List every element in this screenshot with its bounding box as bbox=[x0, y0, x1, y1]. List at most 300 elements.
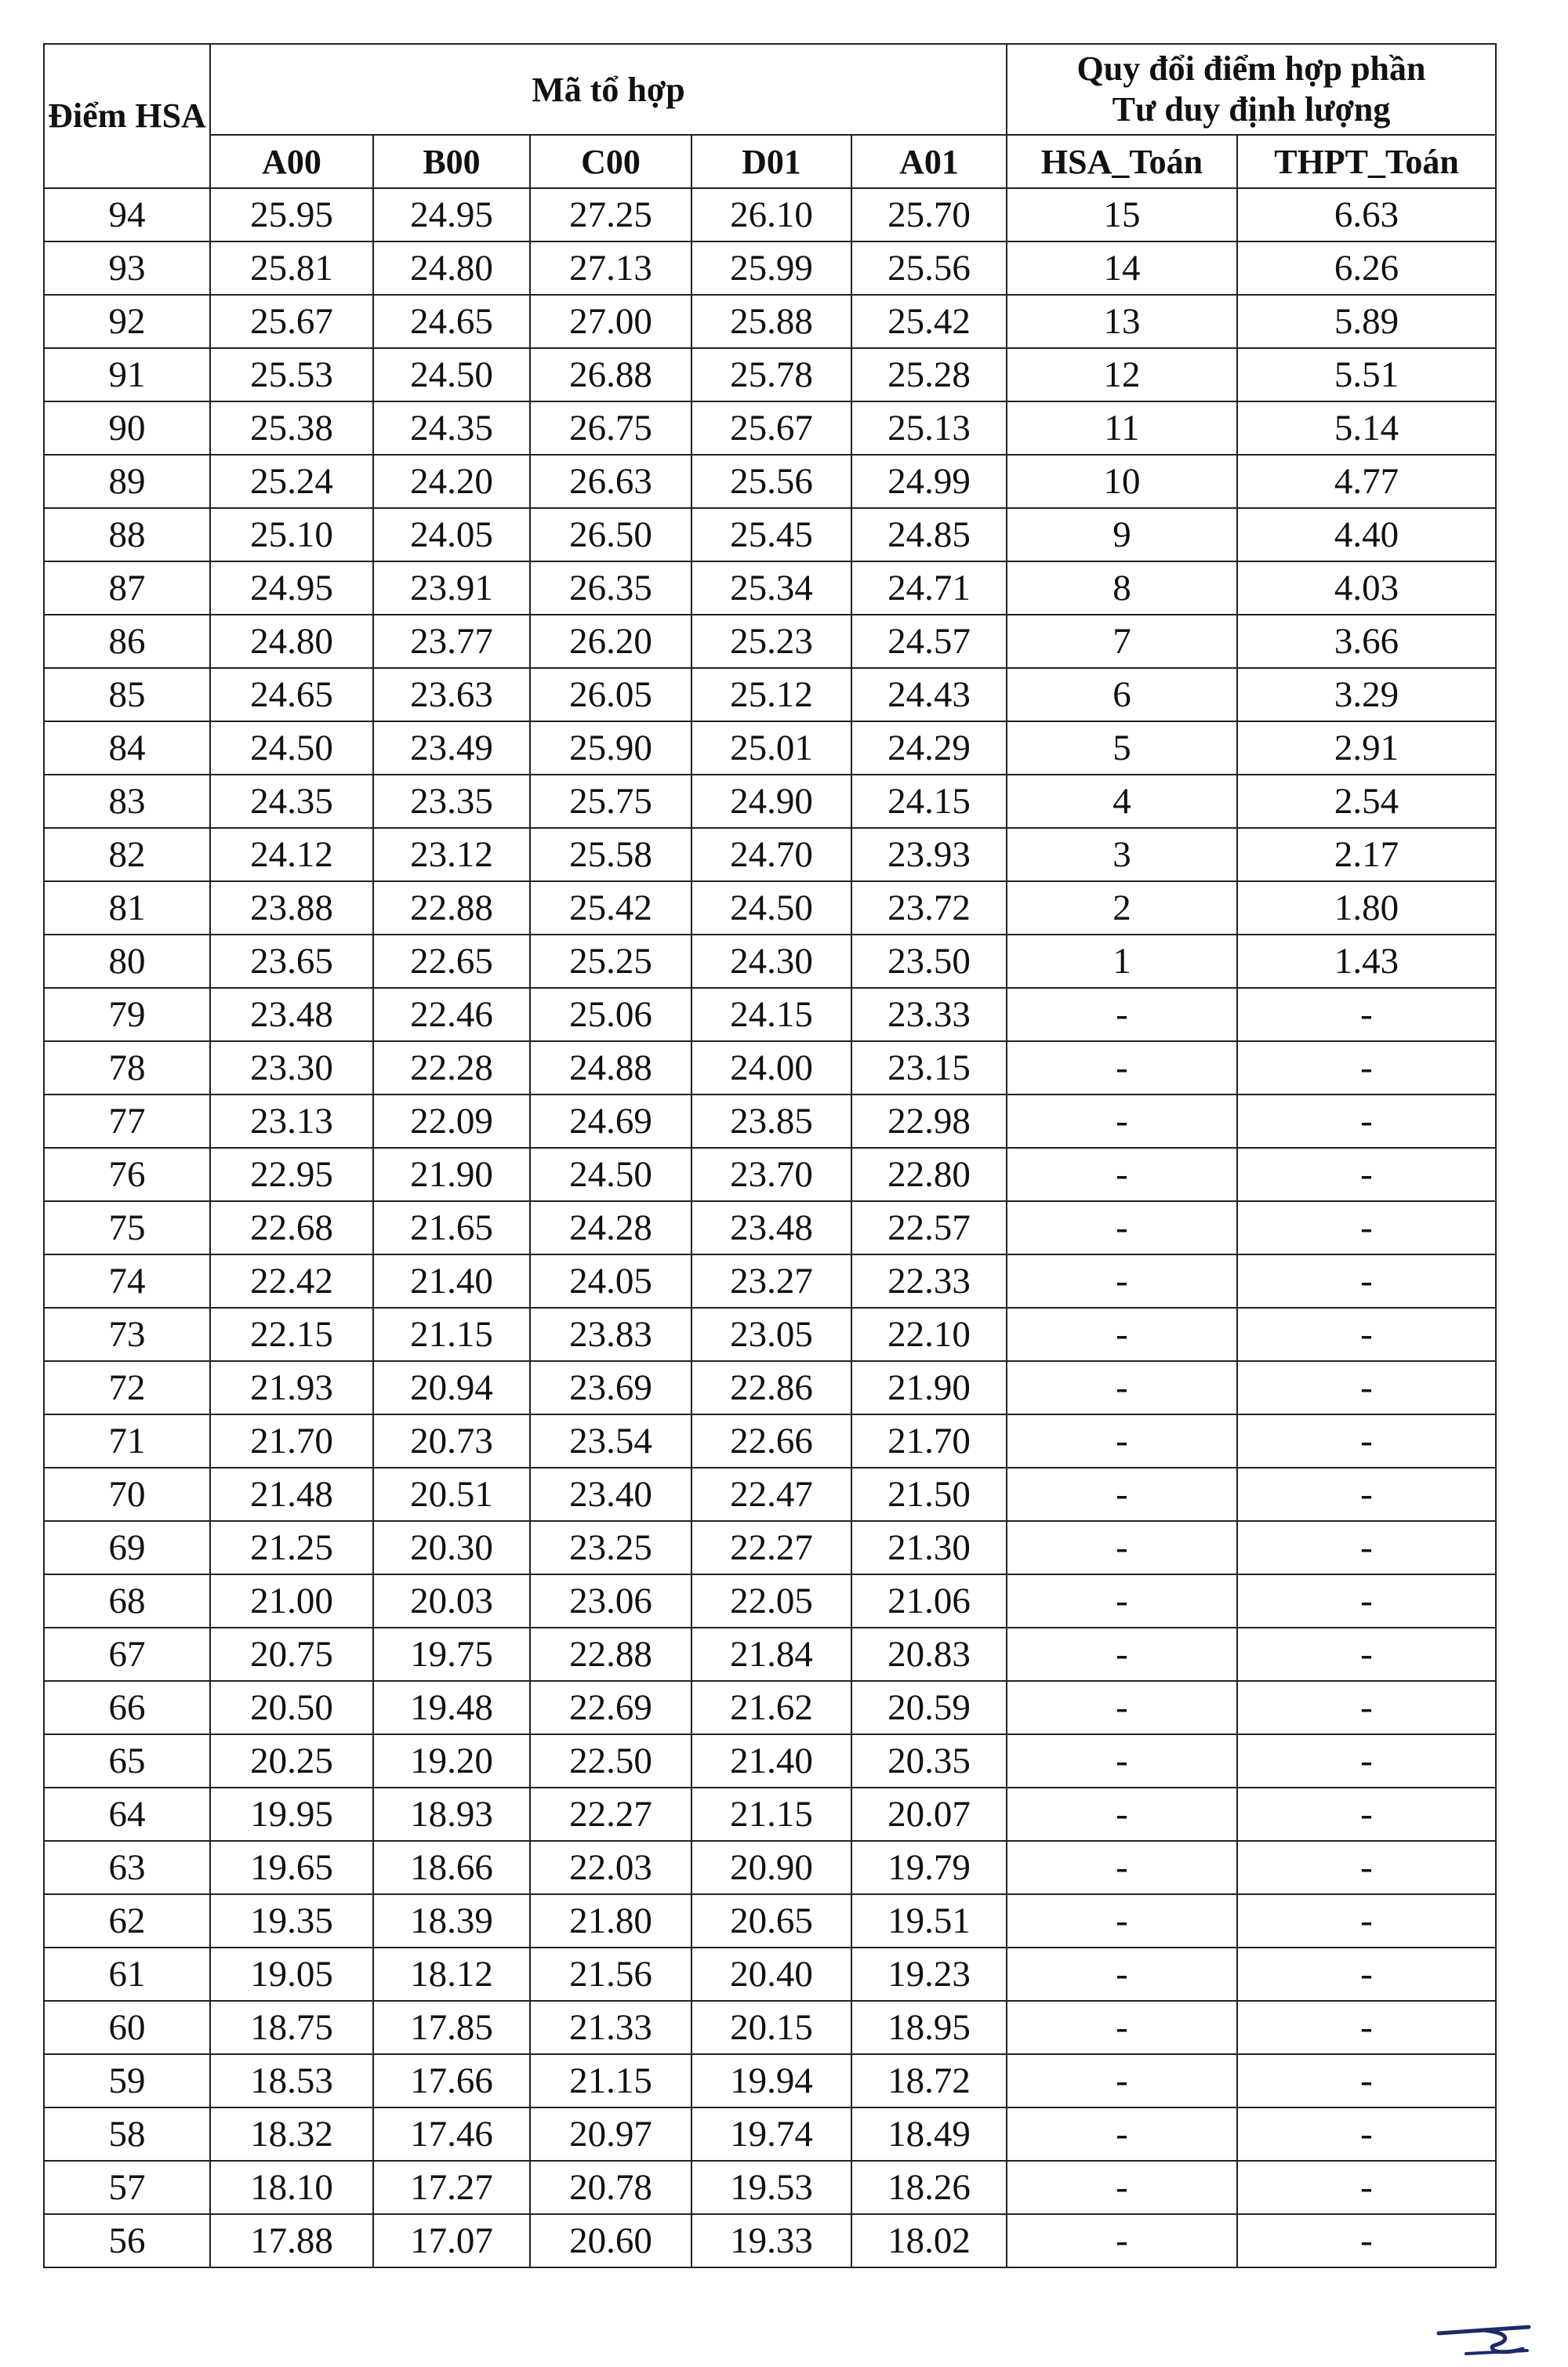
table-cell: 22.09 bbox=[373, 1095, 530, 1148]
table-cell: 9 bbox=[1007, 508, 1237, 561]
table-cell: 20.40 bbox=[691, 1948, 851, 2001]
table-cell: 20.94 bbox=[373, 1361, 530, 1414]
table-cell: 25.67 bbox=[691, 401, 851, 455]
table-cell: 22.03 bbox=[530, 1841, 691, 1894]
table-cell: 18.26 bbox=[851, 2161, 1007, 2214]
table-row bbox=[44, 881, 1496, 935]
table-cell: 20.15 bbox=[691, 2001, 851, 2054]
table-cell: 25.13 bbox=[851, 401, 1007, 455]
table-cell: 22.50 bbox=[530, 1734, 691, 1788]
table-cell: 19.79 bbox=[851, 1841, 1007, 1894]
table-cell: 17.27 bbox=[373, 2161, 530, 2214]
table-cell: - bbox=[1237, 988, 1496, 1041]
table-cell: 2.17 bbox=[1237, 828, 1496, 881]
table-cell: 23.48 bbox=[210, 988, 373, 1041]
table-row bbox=[44, 1628, 1496, 1681]
table-cell: 21.90 bbox=[851, 1361, 1007, 1414]
table-cell: 24.80 bbox=[210, 615, 373, 668]
table-row bbox=[44, 348, 1496, 401]
hsa-score-cell: 90 bbox=[44, 401, 210, 455]
table-cell: 24.43 bbox=[851, 668, 1007, 721]
table-cell: 22.80 bbox=[851, 1148, 1007, 1201]
table-cell: 17.66 bbox=[373, 2054, 530, 2107]
table-cell: 17.07 bbox=[373, 2214, 530, 2267]
table-cell: 25.23 bbox=[691, 615, 851, 668]
table-cell: 6 bbox=[1007, 668, 1237, 721]
table-cell: 22.57 bbox=[851, 1201, 1007, 1254]
table-cell: 24.00 bbox=[691, 1041, 851, 1095]
hsa-score-cell: 60 bbox=[44, 2001, 210, 2054]
table-cell: 21.62 bbox=[691, 1681, 851, 1734]
table-row bbox=[44, 1201, 1496, 1254]
table-cell: 24.80 bbox=[373, 241, 530, 295]
table-cell: - bbox=[1237, 1414, 1496, 1468]
hsa-score-cell: 81 bbox=[44, 881, 210, 935]
column-header: A00 bbox=[210, 135, 373, 188]
table-cell: 19.33 bbox=[691, 2214, 851, 2267]
table-cell: 23.05 bbox=[691, 1308, 851, 1361]
table-cell: 21.70 bbox=[851, 1414, 1007, 1468]
header-quy-doi-line2: Tư duy định lượng bbox=[1112, 90, 1391, 129]
table-cell: - bbox=[1237, 1468, 1496, 1521]
table-cell: 20.97 bbox=[530, 2107, 691, 2161]
table-cell: 26.88 bbox=[530, 348, 691, 401]
table-cell: 25.10 bbox=[210, 508, 373, 561]
table-cell: 22.95 bbox=[210, 1148, 373, 1201]
header-row-top bbox=[44, 44, 1496, 135]
hsa-score-cell: 65 bbox=[44, 1734, 210, 1788]
table-cell: - bbox=[1237, 1521, 1496, 1574]
table-cell: - bbox=[1007, 2001, 1237, 2054]
table-cell: 18.39 bbox=[373, 1894, 530, 1948]
table-cell: - bbox=[1007, 2214, 1237, 2267]
table-cell: 21.33 bbox=[530, 2001, 691, 2054]
table-cell: 23.27 bbox=[691, 1254, 851, 1308]
table-cell: - bbox=[1007, 1948, 1237, 2001]
hsa-score-cell: 88 bbox=[44, 508, 210, 561]
hsa-score-cell: 87 bbox=[44, 561, 210, 615]
hsa-score-cell: 73 bbox=[44, 1308, 210, 1361]
table-cell: 23.72 bbox=[851, 881, 1007, 935]
table-cell: 23.40 bbox=[530, 1468, 691, 1521]
table-cell: 22.27 bbox=[691, 1521, 851, 1574]
table-cell: 4.03 bbox=[1237, 561, 1496, 615]
table-cell: 24.05 bbox=[530, 1254, 691, 1308]
table-body bbox=[44, 188, 1496, 2267]
table-cell: 26.63 bbox=[530, 455, 691, 508]
table-cell: 23.85 bbox=[691, 1095, 851, 1148]
table-cell: 25.53 bbox=[210, 348, 373, 401]
table-cell: 25.75 bbox=[530, 775, 691, 828]
table-cell: 25.24 bbox=[210, 455, 373, 508]
hsa-score-cell: 64 bbox=[44, 1788, 210, 1841]
table-cell: - bbox=[1237, 1361, 1496, 1414]
table-cell: - bbox=[1007, 1628, 1237, 1681]
table-row bbox=[44, 2214, 1496, 2267]
table-cell: 23.33 bbox=[851, 988, 1007, 1041]
table-cell: 21.40 bbox=[373, 1254, 530, 1308]
hsa-score-cell: 66 bbox=[44, 1681, 210, 1734]
table-cell: 19.23 bbox=[851, 1948, 1007, 2001]
hsa-score-cell: 76 bbox=[44, 1148, 210, 1201]
table-cell: 17.46 bbox=[373, 2107, 530, 2161]
table-cell: 22.42 bbox=[210, 1254, 373, 1308]
hsa-score-cell: 62 bbox=[44, 1894, 210, 1948]
hsa-score-cell: 69 bbox=[44, 1521, 210, 1574]
table-cell: 24.15 bbox=[851, 775, 1007, 828]
table-cell: 24.90 bbox=[691, 775, 851, 828]
table-cell: - bbox=[1007, 1574, 1237, 1628]
table-cell: 24.35 bbox=[373, 401, 530, 455]
table-cell: - bbox=[1237, 2214, 1496, 2267]
hsa-score-cell: 77 bbox=[44, 1095, 210, 1148]
table-cell: 23.93 bbox=[851, 828, 1007, 881]
table-cell: 25.25 bbox=[530, 935, 691, 988]
table-cell: 24.69 bbox=[530, 1095, 691, 1148]
table-row bbox=[44, 2107, 1496, 2161]
table-cell: 3 bbox=[1007, 828, 1237, 881]
table-row bbox=[44, 188, 1496, 241]
table-cell: 24.99 bbox=[851, 455, 1007, 508]
table-row bbox=[44, 508, 1496, 561]
table-cell: 22.86 bbox=[691, 1361, 851, 1414]
table-cell: 21.84 bbox=[691, 1628, 851, 1681]
table-cell: 25.58 bbox=[530, 828, 691, 881]
table-row bbox=[44, 1574, 1496, 1628]
column-header: A01 bbox=[851, 135, 1007, 188]
table-cell: 24.85 bbox=[851, 508, 1007, 561]
table-cell: 23.83 bbox=[530, 1308, 691, 1361]
table-cell: 23.49 bbox=[373, 721, 530, 775]
column-header: B00 bbox=[373, 135, 530, 188]
table-cell: 25.81 bbox=[210, 241, 373, 295]
table-cell: 4.40 bbox=[1237, 508, 1496, 561]
table-cell: 22.98 bbox=[851, 1095, 1007, 1148]
table-cell: 19.94 bbox=[691, 2054, 851, 2107]
hsa-score-cell: 91 bbox=[44, 348, 210, 401]
hsa-score-cell: 82 bbox=[44, 828, 210, 881]
table-cell: 21.56 bbox=[530, 1948, 691, 2001]
table-cell: 20.03 bbox=[373, 1574, 530, 1628]
table-cell: 19.65 bbox=[210, 1841, 373, 1894]
table-cell: - bbox=[1007, 2054, 1237, 2107]
table-cell: 27.13 bbox=[530, 241, 691, 295]
table-cell: 22.46 bbox=[373, 988, 530, 1041]
table-cell: 24.88 bbox=[530, 1041, 691, 1095]
table-cell: 20.50 bbox=[210, 1681, 373, 1734]
table-cell: - bbox=[1237, 1041, 1496, 1095]
column-header: D01 bbox=[691, 135, 851, 188]
table-cell: 24.71 bbox=[851, 561, 1007, 615]
table-cell: 18.32 bbox=[210, 2107, 373, 2161]
table-cell: 20.65 bbox=[691, 1894, 851, 1948]
table-cell: 20.83 bbox=[851, 1628, 1007, 1681]
hsa-score-cell: 84 bbox=[44, 721, 210, 775]
table-cell: 25.45 bbox=[691, 508, 851, 561]
table-cell: 24.35 bbox=[210, 775, 373, 828]
table-cell: - bbox=[1007, 1041, 1237, 1095]
table-cell: 21.15 bbox=[530, 2054, 691, 2107]
score-conversion-table bbox=[43, 43, 1497, 2268]
table-cell: 22.28 bbox=[373, 1041, 530, 1095]
table-cell: 24.57 bbox=[851, 615, 1007, 668]
table-cell: 5.51 bbox=[1237, 348, 1496, 401]
table-row bbox=[44, 1361, 1496, 1414]
table-cell: 8 bbox=[1007, 561, 1237, 615]
hsa-score-cell: 85 bbox=[44, 668, 210, 721]
table-cell: 23.13 bbox=[210, 1095, 373, 1148]
table-cell: - bbox=[1237, 2001, 1496, 2054]
table-cell: 25.70 bbox=[851, 188, 1007, 241]
table-cell: - bbox=[1007, 1201, 1237, 1254]
table-cell: 3.66 bbox=[1237, 615, 1496, 668]
table-cell: - bbox=[1237, 1254, 1496, 1308]
table-row bbox=[44, 1254, 1496, 1308]
signature-mark bbox=[1435, 2311, 1537, 2358]
table-cell: 22.05 bbox=[691, 1574, 851, 1628]
table-cell: 25.42 bbox=[530, 881, 691, 935]
table-cell: 21.93 bbox=[210, 1361, 373, 1414]
table-cell: 17.88 bbox=[210, 2214, 373, 2267]
hsa-score-cell: 74 bbox=[44, 1254, 210, 1308]
table-cell: 18.72 bbox=[851, 2054, 1007, 2107]
table-cell: 19.20 bbox=[373, 1734, 530, 1788]
table-row bbox=[44, 828, 1496, 881]
table-cell: 25.12 bbox=[691, 668, 851, 721]
table-cell: 2 bbox=[1007, 881, 1237, 935]
table-cell: - bbox=[1007, 2107, 1237, 2161]
hsa-score-cell: 71 bbox=[44, 1414, 210, 1468]
table-cell: - bbox=[1237, 1201, 1496, 1254]
table-cell: - bbox=[1237, 1841, 1496, 1894]
hsa-score-cell: 94 bbox=[44, 188, 210, 241]
table-row bbox=[44, 935, 1496, 988]
table-cell: 20.25 bbox=[210, 1734, 373, 1788]
table-row bbox=[44, 1521, 1496, 1574]
table-cell: 27.25 bbox=[530, 188, 691, 241]
table-cell: 22.27 bbox=[530, 1788, 691, 1841]
header-quy-doi-line1: Quy đổi điểm hợp phần bbox=[1076, 49, 1426, 88]
table-cell: - bbox=[1007, 1521, 1237, 1574]
header-ma-to-hop: Mã tổ hợp bbox=[210, 44, 1007, 135]
table-cell: 21.65 bbox=[373, 1201, 530, 1254]
table-row bbox=[44, 1734, 1496, 1788]
table-cell: 23.06 bbox=[530, 1574, 691, 1628]
table-cell: 19.35 bbox=[210, 1894, 373, 1948]
table-cell: 23.65 bbox=[210, 935, 373, 988]
table-cell: 18.12 bbox=[373, 1948, 530, 2001]
hsa-score-cell: 75 bbox=[44, 1201, 210, 1254]
table-cell: 14 bbox=[1007, 241, 1237, 295]
table-cell: 1.43 bbox=[1237, 935, 1496, 988]
table-row bbox=[44, 1681, 1496, 1734]
table-cell: - bbox=[1237, 1788, 1496, 1841]
table-cell: - bbox=[1007, 1894, 1237, 1948]
hsa-score-cell: 79 bbox=[44, 988, 210, 1041]
column-header: C00 bbox=[530, 135, 691, 188]
table-cell: 20.30 bbox=[373, 1521, 530, 1574]
table-cell: 21.80 bbox=[530, 1894, 691, 1948]
table-row bbox=[44, 1948, 1496, 2001]
table-row bbox=[44, 1414, 1496, 1468]
table-cell: 24.50 bbox=[210, 721, 373, 775]
table-row bbox=[44, 988, 1496, 1041]
table-cell: 23.50 bbox=[851, 935, 1007, 988]
hsa-score-cell: 58 bbox=[44, 2107, 210, 2161]
table-cell: - bbox=[1007, 1841, 1237, 1894]
table-cell: 22.68 bbox=[210, 1201, 373, 1254]
table-cell: - bbox=[1007, 1788, 1237, 1841]
table-cell: 21.70 bbox=[210, 1414, 373, 1468]
hsa-score-cell: 67 bbox=[44, 1628, 210, 1681]
table-cell: 20.07 bbox=[851, 1788, 1007, 1841]
table-cell: 22.88 bbox=[530, 1628, 691, 1681]
table-cell: 21.06 bbox=[851, 1574, 1007, 1628]
column-header: THPT_Toán bbox=[1237, 135, 1496, 188]
table-cell: 25.67 bbox=[210, 295, 373, 348]
table-cell: 24.50 bbox=[530, 1148, 691, 1201]
table-cell: - bbox=[1237, 1574, 1496, 1628]
table-cell: 1 bbox=[1007, 935, 1237, 988]
table-cell: 25.38 bbox=[210, 401, 373, 455]
hsa-score-cell: 57 bbox=[44, 2161, 210, 2214]
table-cell: - bbox=[1237, 1628, 1496, 1681]
table-cell: 4 bbox=[1007, 775, 1237, 828]
table-row bbox=[44, 615, 1496, 668]
hsa-score-cell: 86 bbox=[44, 615, 210, 668]
header-row-columns bbox=[44, 135, 1496, 188]
table-cell: 4.77 bbox=[1237, 455, 1496, 508]
table-row bbox=[44, 1841, 1496, 1894]
table-cell: 23.30 bbox=[210, 1041, 373, 1095]
table-cell: 2.91 bbox=[1237, 721, 1496, 775]
table-cell: 23.15 bbox=[851, 1041, 1007, 1095]
table-cell: 21.30 bbox=[851, 1521, 1007, 1574]
table-cell: 20.73 bbox=[373, 1414, 530, 1468]
table-cell: 24.29 bbox=[851, 721, 1007, 775]
table-cell: 25.56 bbox=[691, 455, 851, 508]
table-cell: 19.05 bbox=[210, 1948, 373, 2001]
table-cell: - bbox=[1237, 1095, 1496, 1148]
table-cell: - bbox=[1007, 1681, 1237, 1734]
table-cell: - bbox=[1237, 1681, 1496, 1734]
table-cell: 26.20 bbox=[530, 615, 691, 668]
table-cell: 24.28 bbox=[530, 1201, 691, 1254]
hsa-score-cell: 72 bbox=[44, 1361, 210, 1414]
table-cell: 23.77 bbox=[373, 615, 530, 668]
hsa-score-cell: 70 bbox=[44, 1468, 210, 1521]
table-cell: 18.93 bbox=[373, 1788, 530, 1841]
table-cell: 20.35 bbox=[851, 1734, 1007, 1788]
table-cell: 22.66 bbox=[691, 1414, 851, 1468]
table-row bbox=[44, 2161, 1496, 2214]
table-cell: - bbox=[1007, 1414, 1237, 1468]
table-cell: 24.15 bbox=[691, 988, 851, 1041]
table-cell: - bbox=[1007, 1095, 1237, 1148]
table-cell: 21.90 bbox=[373, 1148, 530, 1201]
table-cell: 23.63 bbox=[373, 668, 530, 721]
table-cell: 24.30 bbox=[691, 935, 851, 988]
table-cell: 20.51 bbox=[373, 1468, 530, 1521]
table-cell: 24.65 bbox=[373, 295, 530, 348]
table-cell: 19.53 bbox=[691, 2161, 851, 2214]
table-cell: 12 bbox=[1007, 348, 1237, 401]
table-cell: 25.28 bbox=[851, 348, 1007, 401]
table-cell: 19.48 bbox=[373, 1681, 530, 1734]
table-cell: 26.75 bbox=[530, 401, 691, 455]
table-cell: - bbox=[1007, 988, 1237, 1041]
table-cell: 25.88 bbox=[691, 295, 851, 348]
table-cell: - bbox=[1007, 2161, 1237, 2214]
table-cell: 19.74 bbox=[691, 2107, 851, 2161]
table-cell: 19.75 bbox=[373, 1628, 530, 1681]
table-row bbox=[44, 721, 1496, 775]
table-cell: 23.54 bbox=[530, 1414, 691, 1468]
table-row bbox=[44, 2054, 1496, 2107]
table-cell: 24.50 bbox=[373, 348, 530, 401]
table-row bbox=[44, 401, 1496, 455]
table-cell: 18.75 bbox=[210, 2001, 373, 2054]
table-cell: 25.95 bbox=[210, 188, 373, 241]
table-row bbox=[44, 1148, 1496, 1201]
table-cell: 25.90 bbox=[530, 721, 691, 775]
table-cell: 13 bbox=[1007, 295, 1237, 348]
table-cell: 22.15 bbox=[210, 1308, 373, 1361]
table-cell: 18.49 bbox=[851, 2107, 1007, 2161]
table-cell: - bbox=[1237, 2054, 1496, 2107]
table-cell: 23.69 bbox=[530, 1361, 691, 1414]
table-cell: 24.70 bbox=[691, 828, 851, 881]
table-cell: 23.70 bbox=[691, 1148, 851, 1201]
hsa-score-cell: 63 bbox=[44, 1841, 210, 1894]
hsa-score-cell: 56 bbox=[44, 2214, 210, 2267]
table-cell: - bbox=[1007, 1308, 1237, 1361]
table-cell: 3.29 bbox=[1237, 668, 1496, 721]
table-row bbox=[44, 295, 1496, 348]
table-row bbox=[44, 775, 1496, 828]
hsa-score-cell: 78 bbox=[44, 1041, 210, 1095]
hsa-score-cell: 92 bbox=[44, 295, 210, 348]
table-cell: 23.91 bbox=[373, 561, 530, 615]
table-row bbox=[44, 1095, 1496, 1148]
table-cell: 25.78 bbox=[691, 348, 851, 401]
table-row bbox=[44, 668, 1496, 721]
table-cell: 5.89 bbox=[1237, 295, 1496, 348]
table-row bbox=[44, 1788, 1496, 1841]
table-cell: 18.66 bbox=[373, 1841, 530, 1894]
hsa-score-cell: 89 bbox=[44, 455, 210, 508]
table-cell: 24.95 bbox=[210, 561, 373, 615]
table-cell: 22.65 bbox=[373, 935, 530, 988]
table-cell: 6.63 bbox=[1237, 188, 1496, 241]
table-cell: 10 bbox=[1007, 455, 1237, 508]
hsa-score-cell: 59 bbox=[44, 2054, 210, 2107]
table-cell: 22.47 bbox=[691, 1468, 851, 1521]
table-cell: 25.99 bbox=[691, 241, 851, 295]
table-cell: 21.48 bbox=[210, 1468, 373, 1521]
table-cell: 20.75 bbox=[210, 1628, 373, 1681]
table-cell: 23.88 bbox=[210, 881, 373, 935]
table-cell: 21.00 bbox=[210, 1574, 373, 1628]
table-cell: 18.10 bbox=[210, 2161, 373, 2214]
table-row bbox=[44, 241, 1496, 295]
table-cell: - bbox=[1237, 1894, 1496, 1948]
table-cell: 19.95 bbox=[210, 1788, 373, 1841]
table-cell: 11 bbox=[1007, 401, 1237, 455]
hsa-score-cell: 80 bbox=[44, 935, 210, 988]
table-cell: 5.14 bbox=[1237, 401, 1496, 455]
table-cell: 26.10 bbox=[691, 188, 851, 241]
